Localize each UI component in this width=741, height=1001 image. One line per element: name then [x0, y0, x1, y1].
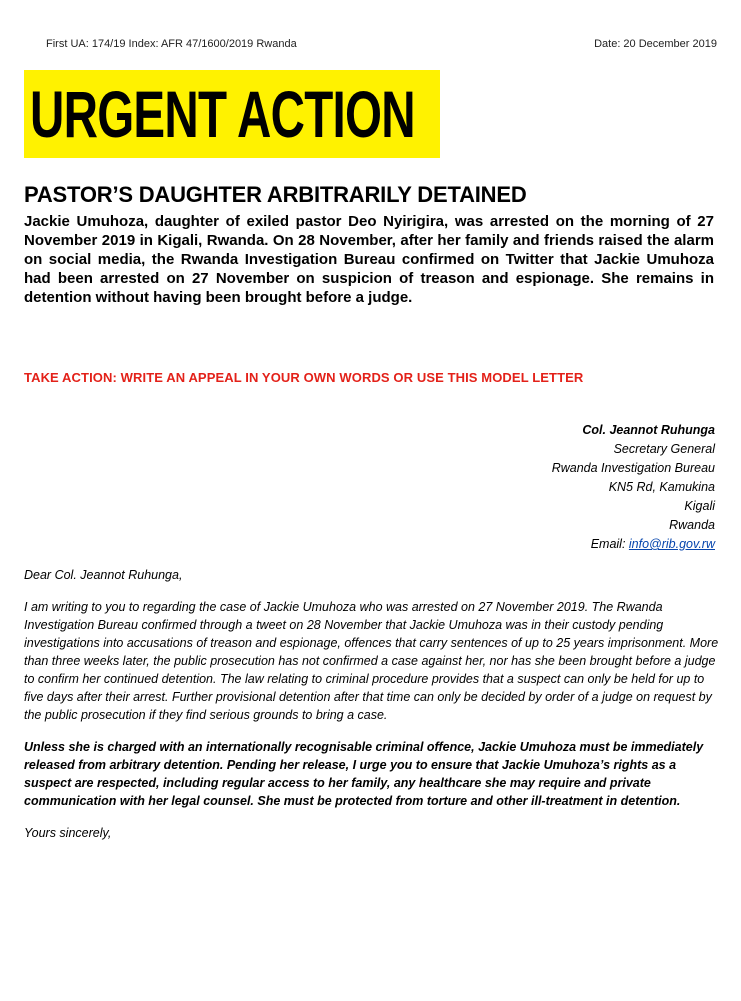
- urgent-action-banner: [24, 70, 440, 158]
- header-index: First UA: 174/19 Index: AFR 47/1600/2019 Rwanda: [46, 38, 297, 50]
- summary-paragraph: Jackie Umuhoza, daughter of exiled pastor Deo Nyirigira, was arrested on the morning of 27 November 2019 in Kigali, Rwanda. On 28 November, after her family and friends raised the alarm on social media, the Rwanda Investigation Bureau confirmed on Twitter that Jackie Umuhoza had been arrested on 27 November on suspicion of treason and espionage. She remains in detention without having been brought before a judge.: [24, 213, 714, 306]
- header-date: Date: 20 December 2019: [594, 38, 717, 50]
- letter-closing: Yours sincerely,: [24, 826, 112, 840]
- recipient-title: Secretary General: [613, 442, 715, 456]
- recipient-org: Rwanda Investigation Bureau: [551, 461, 715, 475]
- take-action-heading: TAKE ACTION: WRITE AN APPEAL IN YOUR OWN WORDS OR USE THIS MODEL LETTER: [24, 370, 584, 385]
- recipient-name: Col. Jeannot Ruhunga: [582, 423, 715, 437]
- email-label: Email:: [590, 537, 629, 551]
- recipient-country: Rwanda: [669, 518, 715, 532]
- recipient-address: [552, 421, 715, 554]
- letter-paragraph-1: I am writing to you to regarding the case of Jackie Umuhoza who was arrested on 27 November 2019. The Rwanda Investigation Bureau confirmed through a tweet on 28 November that Jackie Umuhoza was in their custody pending investigations into accusations of treason and espionage, offences that carry sentences of up to 25 years imprisonment. More than three weeks later, the public prosecution has not confirmed a case against her, nor has she been brought before a judge to confirm her continued detention. The law relating to criminal procedure provides that a suspect can only be held for up to five days after their arrest. Further provisional detention after that time can only be decided by order of a judge on request by the public prosecution if they find serious grounds to bring a case.: [24, 600, 719, 722]
- email-link[interactable]: info@rib.gov.rw: [628, 537, 715, 551]
- banner-title: URGENT ACTION: [30, 77, 415, 151]
- page-title: PASTOR’S DAUGHTER ARBITRARILY DETAINED: [24, 182, 527, 207]
- recipient-city: Kigali: [684, 499, 715, 513]
- letter-paragraph-2: Unless she is charged with an internationally recognisable criminal offence, Jackie Umuhoza must be immediately released from arbitrary detention. Pending her release, I urge you to ensure that Jackie Umuhoza’s rights as a suspect are respected, including regular access to her family, any healthcare she may require and private communication with her legal counsel. She must be protected from torture and other ill-treatment in detention.: [24, 740, 704, 808]
- recipient-email-line: [552, 535, 715, 554]
- recipient-street: KN5 Rd, Kamukina: [608, 480, 715, 494]
- letter-salutation: Dear Col. Jeannot Ruhunga,: [24, 568, 183, 582]
- model-letter: [24, 566, 719, 856]
